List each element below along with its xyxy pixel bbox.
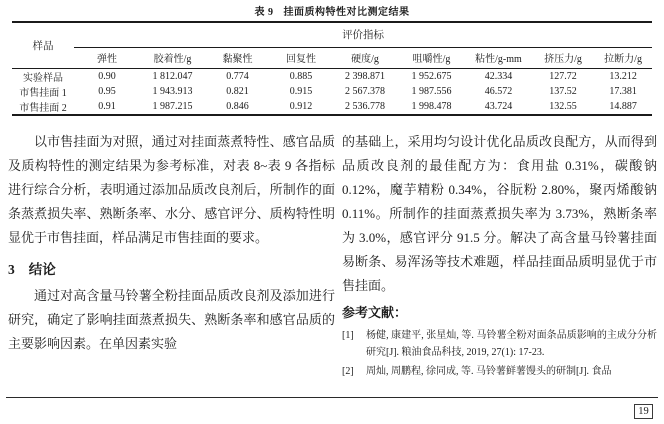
cell: 46.572 [484, 85, 513, 97]
cell: 0.90 [98, 70, 116, 82]
table-corner-header: 样品 [12, 22, 74, 68]
column-header-elasticity: 弹性 [74, 47, 140, 68]
body-left-column [8, 130, 335, 356]
table-group-header: 评价指标 [74, 22, 652, 47]
cell: 1 998.478 [411, 100, 452, 112]
cell: 0.95 [98, 85, 116, 97]
reference-item [342, 364, 657, 381]
table-row-commercial-2 [12, 99, 652, 115]
cell: 0.915 [289, 85, 313, 97]
column-header-breaking: 拉断力/g [594, 47, 652, 68]
cell: 0.846 [226, 100, 249, 112]
cell: 132.55 [549, 100, 577, 112]
row-label: 实验样品 [23, 72, 63, 84]
cell: 0.885 [289, 70, 313, 82]
conclusion-paragraph-continued: 的基础上，采用均匀设计优化品质改良配方，从而得到品质改良剂的最佳配方为：食用盐 0.31%，碳酸钠 0.12%，魔芋精粉 0.34%，谷朊粉 2.80%，聚丙烯酸钠 0.11%。所制作的挂面蒸煮损失率为 3.73%，熟断条率为 3.0%，感官评分 91.5 分。解决了高含量马铃薯挂面易断条、易浑汤等技术难题，样品挂面品质明显优于市售挂面。 [342, 134, 657, 293]
cell: 17.381 [609, 85, 637, 97]
reference-item [342, 328, 657, 361]
table-caption [0, 3, 664, 18]
cell: 13.212 [609, 70, 637, 82]
cell: 2 567.378 [345, 85, 385, 97]
cell: 2 398.871 [345, 70, 385, 82]
reference-index: [2] [342, 366, 354, 377]
conclusion-paragraph: 通过对高含量马铃薯全粉挂面品质改良剂及添加进行研究，确定了影响挂面蒸煮损失、熟断条率和感官品质的主要影响因素。在单因素实验 [8, 288, 335, 351]
results-table [12, 21, 652, 116]
cell: 2 536.778 [345, 100, 385, 112]
reference-text: 周灿, 周鹏程, 徐同成, 等. 马铃薯鲜薯馒头的研制[J]. 食品 [366, 366, 612, 377]
cell: 0.91 [98, 100, 116, 112]
cell: 0.821 [226, 85, 249, 97]
column-header-gumminess: 胶着性/g [140, 47, 205, 68]
table-caption-text: 挂面质构特性对比测定结果 [283, 7, 410, 18]
column-header-resilience: 回复性 [270, 47, 332, 68]
table-row-experimental [12, 68, 652, 84]
reference-index: [1] [342, 330, 354, 341]
cell: 0.912 [289, 100, 313, 112]
references-heading: 参考文献： [342, 305, 408, 320]
cell: 1 952.675 [411, 70, 452, 82]
column-header-extrusion: 挤压力/g [532, 47, 594, 68]
conclusion-heading [8, 259, 335, 281]
reference-text: 杨健, 康建平, 张星灿, 等. 马铃薯全粉对面条品质影响的主成分分析研究[J]. 粮油食品科技, 2019, 27(1): 17-23. [366, 330, 657, 358]
cell: 14.887 [609, 100, 637, 112]
cell: 0.774 [226, 70, 249, 82]
cell: 1 812.047 [152, 70, 193, 82]
conclusion-heading-text: 结论 [28, 262, 56, 277]
column-header-stickiness: 粘性/g-mm [465, 47, 532, 68]
body-right-column [342, 130, 657, 381]
cell: 137.52 [549, 85, 577, 97]
conclusion-heading-number: 3 [8, 262, 15, 277]
row-label: 市售挂面 1 [19, 87, 67, 99]
cell: 1 943.913 [152, 85, 193, 97]
column-header-chewiness: 咀嚼性/g [398, 47, 465, 68]
table-row-commercial-1 [12, 84, 652, 99]
page-number: 19 [634, 404, 653, 419]
cell: 1 987.556 [411, 85, 452, 97]
cell: 43.724 [484, 100, 513, 112]
reference-list [342, 328, 657, 381]
cell: 1 987.215 [152, 100, 193, 112]
row-label: 市售挂面 2 [19, 102, 67, 114]
table-caption-label: 表 9 [254, 7, 274, 18]
analysis-paragraph: 以市售挂面为对照，通过对挂面蒸煮特性、感官品质及质构特性的测定结果为参考标准，对表 8~表 9 各指标进行综合分析，表明通过添加品质改良剂后，所制作的面条蒸煮损失率、熟断条率、水分、感官评分、质构特性明显优于市售挂面，样品满足市售挂面的要求。 [8, 134, 335, 245]
column-header-hardness: 硬度/g [332, 47, 398, 68]
cell: 127.72 [549, 70, 577, 82]
cell: 42.334 [484, 70, 513, 82]
column-header-cohesiveness: 黏聚性 [205, 47, 270, 68]
footer-rule [6, 397, 658, 398]
